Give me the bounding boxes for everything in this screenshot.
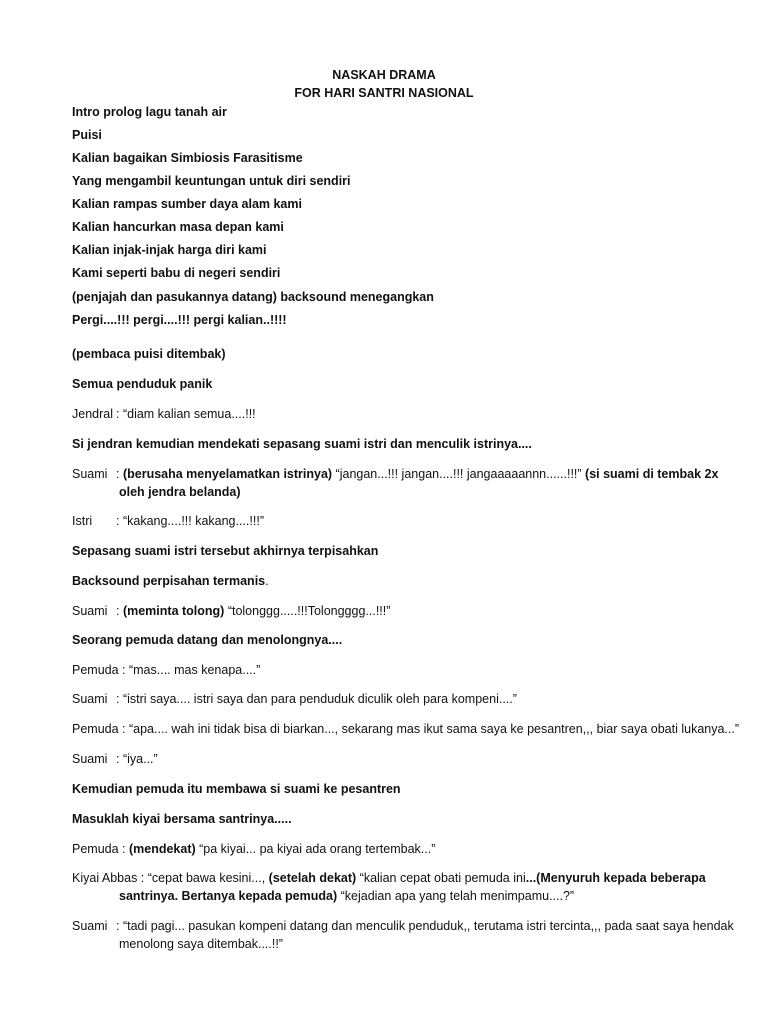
dialogue-line bbox=[72, 871, 708, 885]
speaker-separator: : bbox=[137, 871, 148, 885]
dialogue-continued bbox=[119, 889, 574, 903]
speaker-name: Suami bbox=[72, 692, 108, 706]
narration: Seorang pemuda datang dan menolongnya.... bbox=[72, 633, 343, 647]
stage-direction: (meminta tolong) bbox=[122, 604, 225, 618]
narration: Masuklah kiyai bersama santrinya..... bbox=[72, 812, 292, 826]
speaker-separator: : bbox=[118, 722, 129, 736]
dialogue-text: “iya...” bbox=[122, 752, 158, 766]
speaker-separator: : bbox=[116, 919, 123, 933]
dialogue-line bbox=[72, 663, 708, 677]
poem-line: Kalian rampas sumber daya alam kami bbox=[72, 197, 302, 211]
stage-direction: ...(Menyuruh kepada beberapa bbox=[525, 871, 706, 885]
poem-line: Kalian bagaikan Simbiosis Farasitisme bbox=[72, 151, 303, 165]
dialogue-line bbox=[72, 842, 708, 856]
speaker-name: Suami bbox=[72, 604, 108, 618]
intro-line: Intro prolog lagu tanah air bbox=[72, 105, 227, 119]
speaker-separator: : bbox=[118, 663, 129, 677]
dialogue-line bbox=[72, 604, 708, 618]
speaker-name: Jendral bbox=[72, 407, 113, 421]
poem-line: Kalian hancurkan masa depan kami bbox=[72, 220, 284, 234]
speaker-separator: : bbox=[116, 467, 123, 481]
poem-line: Kami seperti babu di negeri sendiri bbox=[72, 266, 281, 280]
dialogue-line bbox=[72, 467, 719, 481]
narration: Kemudian pemuda itu membawa si suami ke pesantren bbox=[72, 782, 401, 796]
speaker-name: Suami bbox=[72, 752, 108, 766]
dialogue-text: “pa kiyai... pa kiyai ada orang tertembak...” bbox=[195, 842, 436, 856]
intro-line: Puisi bbox=[72, 128, 102, 142]
dialogue-text: “diam kalian semua....!!! bbox=[122, 407, 256, 421]
dialogue-line bbox=[72, 752, 708, 766]
speaker-name: Istri bbox=[72, 514, 93, 528]
dialogue-text: “kejadian apa yang telah menimpamu....?” bbox=[337, 889, 575, 903]
speaker-name: Suami bbox=[72, 919, 108, 933]
document-title: NASKAH DRAMA bbox=[332, 68, 436, 82]
dialogue-text: “tolonggg.....!!!Tolongggg...!!!” bbox=[224, 604, 391, 618]
speaker-separator: : bbox=[118, 842, 129, 856]
stage-direction: (si suami di tembak 2x bbox=[585, 467, 719, 481]
poem-line: Yang mengambil keuntungan untuk diri sendiri bbox=[72, 174, 351, 188]
speaker-name: Suami bbox=[72, 467, 108, 481]
dialogue-text: “cepat bawa kesini..., bbox=[147, 871, 269, 885]
dialogue-continued: menolong saya ditembak....!!” bbox=[119, 937, 283, 951]
poem-line: Pergi....!!! pergi....!!! pergi kalian..!!!! bbox=[72, 313, 287, 327]
stage-direction: (pembaca puisi ditembak) bbox=[72, 347, 226, 361]
narration: Semua penduduk panik bbox=[72, 377, 213, 391]
narration: Sepasang suami istri tersebut akhirnya terpisahkan bbox=[72, 544, 379, 558]
speaker-separator: : bbox=[116, 407, 123, 421]
document-subtitle: FOR HARI SANTRI NASIONAL bbox=[294, 86, 474, 100]
narration: Si jendran kemudian mendekati sepasang suami istri dan menculik istrinya.... bbox=[72, 437, 532, 451]
narration-line bbox=[72, 574, 708, 588]
stage-direction-continued: oleh jendra belanda) bbox=[119, 485, 241, 499]
speaker-name: Pemuda bbox=[72, 722, 119, 736]
speaker-separator: : bbox=[116, 752, 123, 766]
dialogue-text: “apa.... wah ini tidak bisa di biarkan..., sekarang mas ikut sama saya ke pesantren,,, biar saya obati lukanya...” bbox=[128, 722, 740, 736]
speaker-separator: : bbox=[116, 604, 123, 618]
speaker-separator: : bbox=[116, 692, 123, 706]
dialogue-line bbox=[72, 722, 740, 736]
dialogue-line bbox=[72, 407, 708, 421]
narration: Backsound perpisahan termanis bbox=[72, 574, 266, 588]
dialogue-text: “mas.... mas kenapa....” bbox=[128, 663, 261, 677]
speaker-name: Kiyai Abbas bbox=[72, 871, 138, 885]
speaker-separator: : bbox=[116, 514, 123, 528]
stage-direction: (berusaha menyelamatkan istrinya) bbox=[122, 467, 333, 481]
dialogue-text: “kalian cepat obati pemuda ini bbox=[356, 871, 526, 885]
narration-period: . bbox=[265, 574, 269, 588]
dialogue-line bbox=[72, 919, 734, 933]
dialogue-text: “tadi pagi... pasukan kompeni datang dan menculik penduduk,, terutama istri tercinta,,, pada saat saya hendak bbox=[122, 919, 734, 933]
stage-direction: santrinya. Bertanya kepada pemuda) bbox=[119, 889, 338, 903]
dialogue-text: “jangan...!!! jangan....!!! jangaaaaannn......!!!” bbox=[332, 467, 586, 481]
dialogue-text: “istri saya.... istri saya dan para penduduk diculik oleh para kompeni....” bbox=[122, 692, 517, 706]
poem-line: Kalian injak-injak harga diri kami bbox=[72, 243, 267, 257]
speaker-name: Pemuda bbox=[72, 842, 119, 856]
stage-direction: (setelah dekat) bbox=[268, 871, 357, 885]
dialogue-line bbox=[72, 514, 708, 528]
speaker-name: Pemuda bbox=[72, 663, 119, 677]
stage-direction: (mendekat) bbox=[128, 842, 196, 856]
stage-direction: (penjajah dan pasukannya datang) backsound menegangkan bbox=[72, 290, 434, 304]
dialogue-line bbox=[72, 692, 708, 706]
dialogue-text: “kakang....!!! kakang....!!!” bbox=[122, 514, 264, 528]
